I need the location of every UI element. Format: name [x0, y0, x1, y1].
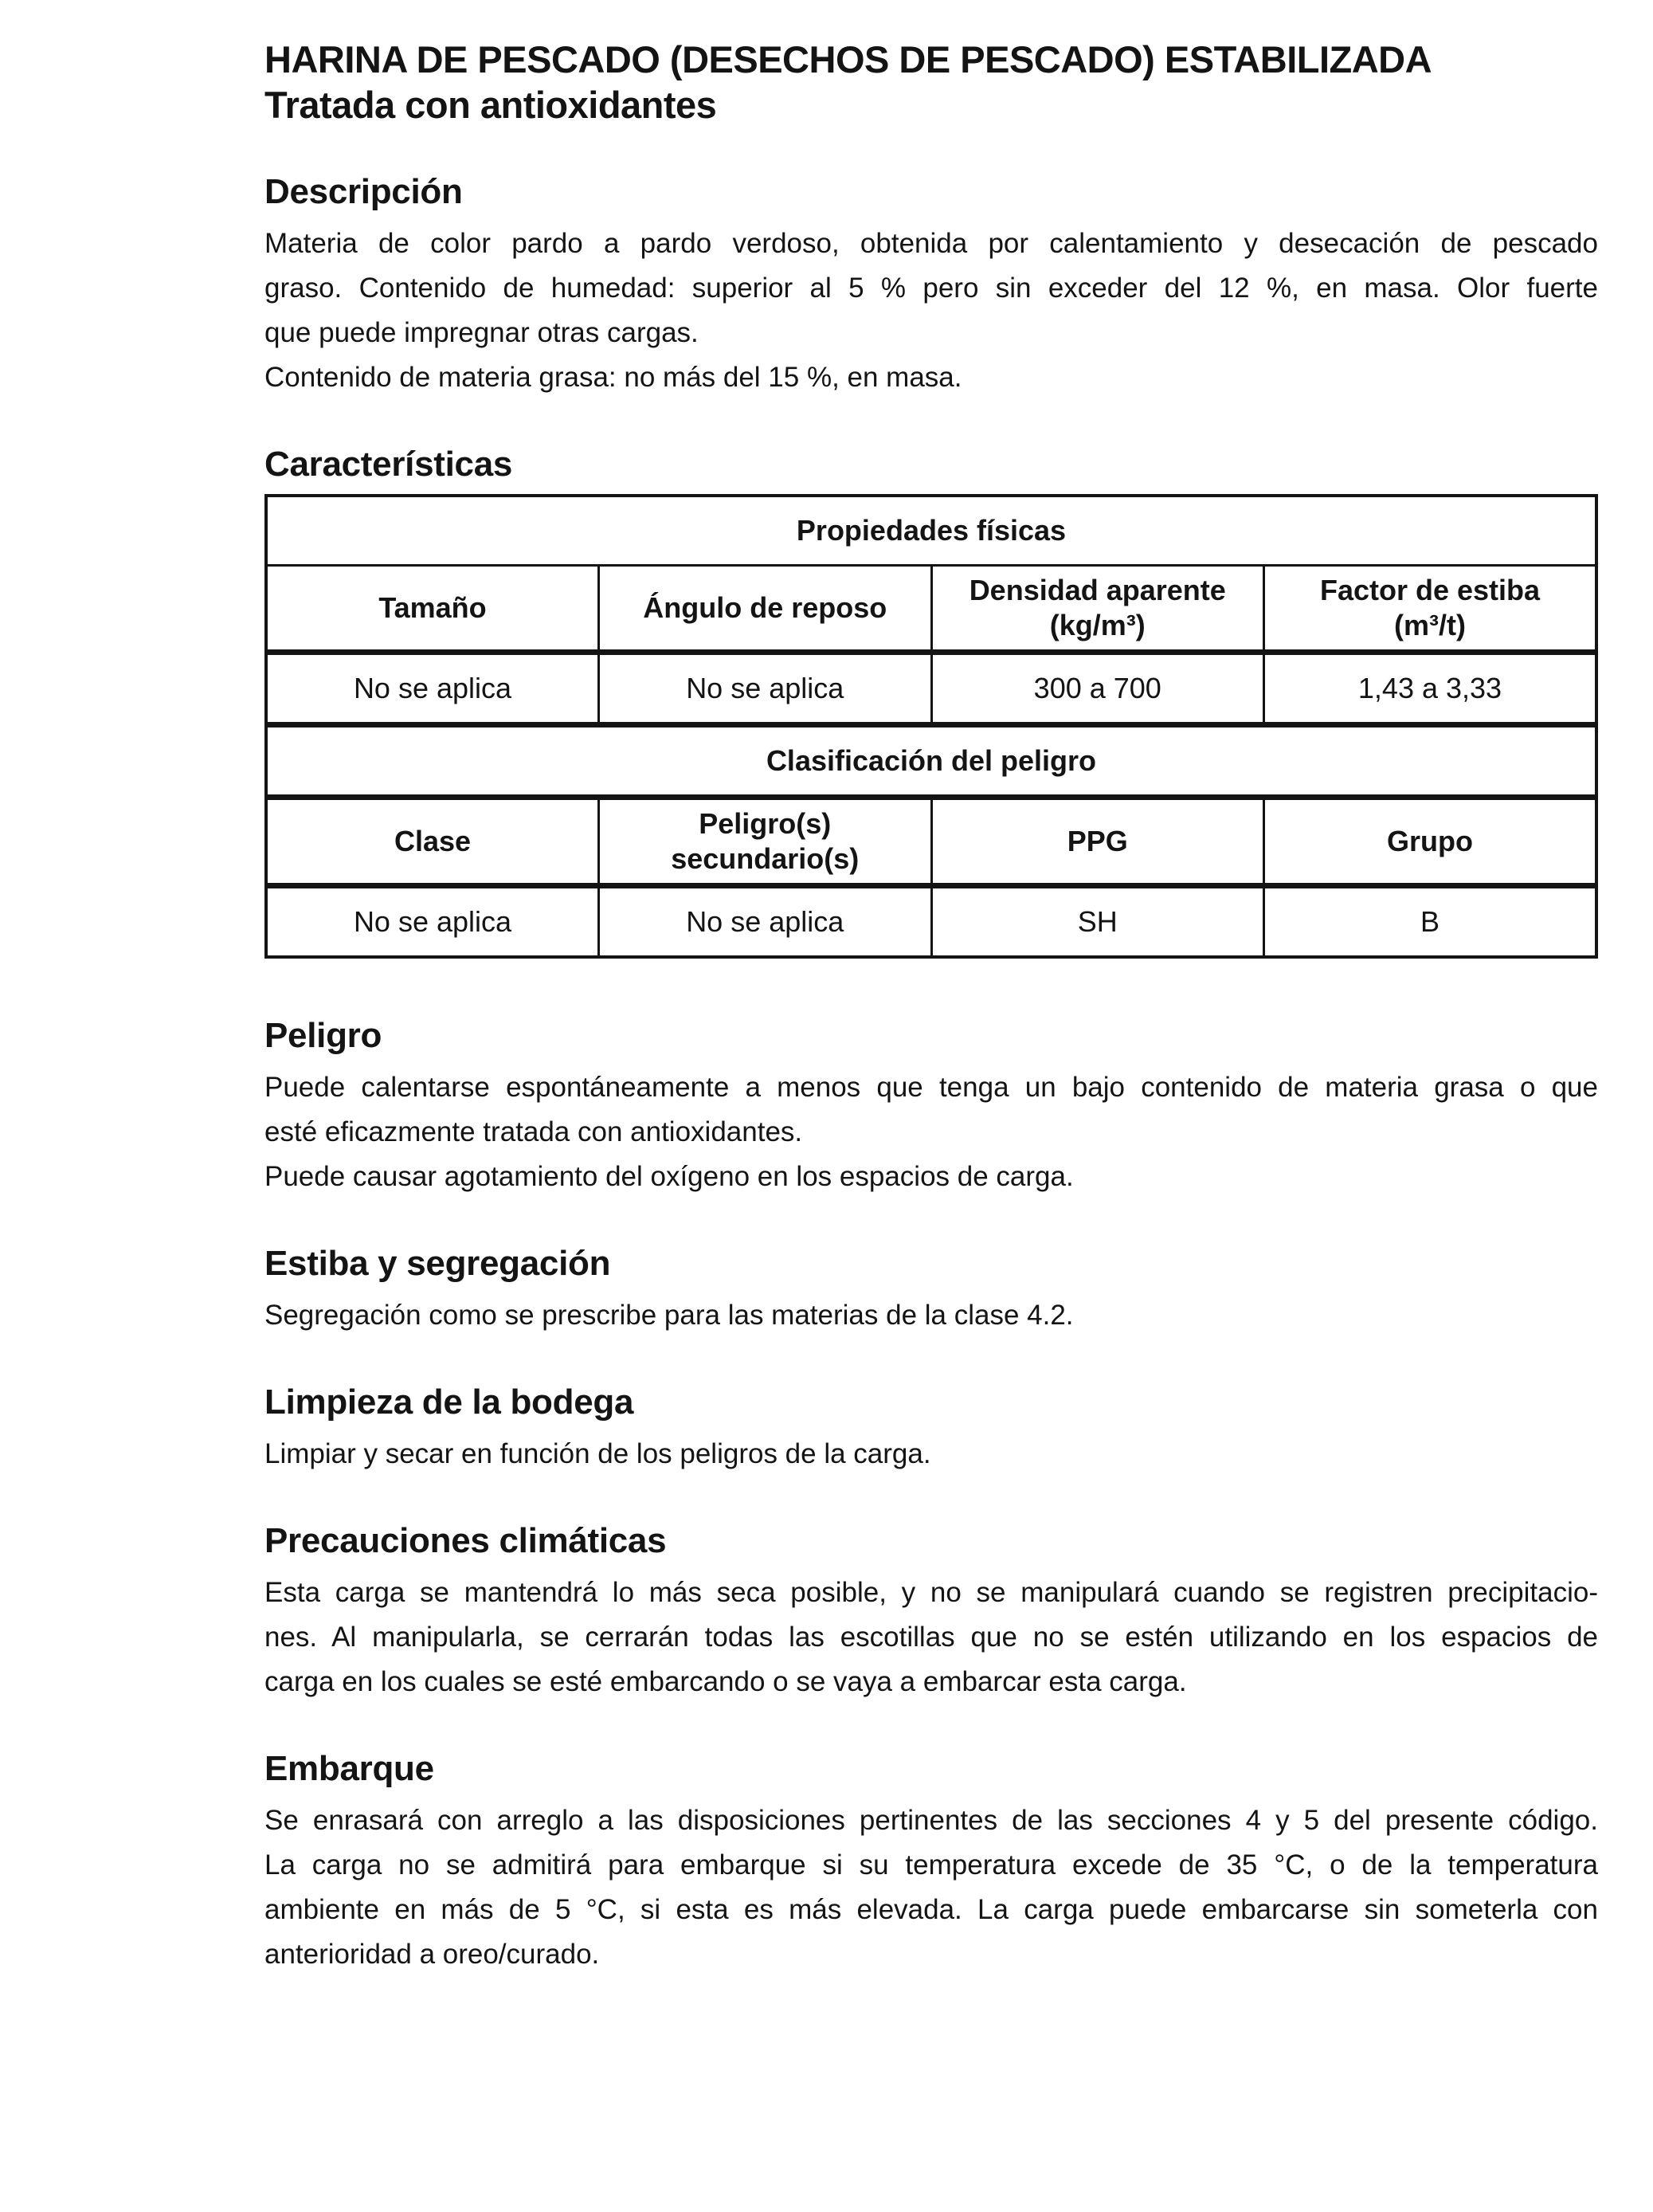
section-heading-descripcion: Descripción [264, 172, 463, 211]
table-row [266, 566, 1596, 653]
paragraph-line: graso. Contenido de humedad: superior al 5 % pero sin exceder del 12 %, en masa. Olor fuerte [264, 273, 1598, 304]
section-heading-caracteristicas: Características [264, 445, 513, 484]
paragraph-descripcion [264, 222, 1598, 400]
column-header-peligros-secundarios: Peligro(s) secundario(s) [599, 798, 932, 886]
column-header-grupo: Grupo [1264, 798, 1597, 886]
column-unit: (kg/m³) [1049, 609, 1146, 641]
table-cell-ppg-value: SH [931, 886, 1264, 958]
table-cell-clase-value: No se aplica [266, 886, 599, 958]
table-span-header-physical: Propiedades físicas [266, 496, 1596, 566]
paragraph-precauciones [264, 1571, 1598, 1704]
paragraph-limpieza [264, 1432, 1598, 1477]
column-label: Factor de estiba [1319, 574, 1541, 606]
column-label: Densidad aparente [969, 574, 1226, 606]
column-unit: (m³/t) [1394, 609, 1466, 641]
paragraph-embarque [264, 1798, 1598, 1977]
section-heading-precauciones: Precauciones climáticas [264, 1521, 667, 1560]
section-caracteristicas [264, 445, 1598, 959]
paragraph-line: Se enrasará con arreglo a las disposiciones pertinentes de las secciones 4 y 5 del presente código. [264, 1805, 1598, 1836]
page-title: HARINA DE PESCADO (DESECHOS DE PESCADO) ESTABILIZADA [264, 38, 1432, 80]
column-header-factor-de-estiba [1264, 566, 1597, 653]
section-limpieza-de-la-bodega [264, 1382, 1598, 1477]
column-label: Tamaño [378, 591, 487, 624]
paragraph-line: La carga no se admitirá para embarque si su temperatura excede de 35 °C, o de la temperatura [264, 1849, 1598, 1881]
section-heading-estiba: Estiba y segregación [264, 1244, 611, 1283]
section-precauciones-climaticas [264, 1521, 1598, 1704]
paragraph-line: Materia de color pardo a pardo verdoso, obtenida por calentamiento y desecación de pescado [264, 228, 1598, 259]
section-heading-peligro: Peligro [264, 1016, 382, 1055]
paragraph-line: Contenido de materia grasa: no más del 15 %, en masa. [264, 362, 962, 393]
section-embarque [264, 1749, 1598, 1977]
paragraph-line: ambiente en más de 5 °C, si esta es más elevada. La carga puede embarcarse sin someterla con [264, 1894, 1598, 1925]
paragraph-line: Puede calentarse espontáneamente a menos que tenga un bajo contenido de materia grasa o que [264, 1072, 1598, 1103]
section-peligro [264, 1016, 1598, 1199]
paragraph-peligro [264, 1065, 1598, 1199]
document-header [264, 37, 1598, 127]
table-cell-densidad-value: 300 a 700 [931, 653, 1264, 725]
table-row [266, 496, 1596, 566]
table-row [266, 653, 1596, 725]
table-cell-tamano-value: No se aplica [266, 653, 599, 725]
section-heading-embarque: Embarque [264, 1749, 434, 1788]
paragraph-line: nes. Al manipularla, se cerrarán todas las escotillas que no se estén utilizando en los espacios de [264, 1622, 1598, 1653]
column-header-densidad-aparente [931, 566, 1264, 653]
table-span-header-hazard: Clasificación del peligro [266, 725, 1596, 798]
paragraph-line: Limpiar y secar en función de los peligros de la carga. [264, 1438, 931, 1469]
column-header-clase: Clase [266, 798, 599, 886]
paragraph-line: esté eficazmente tratada con antioxidantes. [264, 1116, 803, 1147]
table-cell-angulo-value: No se aplica [599, 653, 932, 725]
table-row [266, 886, 1596, 958]
section-descripcion [264, 172, 1598, 400]
paragraph-line: Esta carga se mantendrá lo más seca posible, y no se manipulará cuando se registren precipitacio- [264, 1577, 1598, 1608]
table-row [266, 798, 1596, 886]
table-cell-factor-estiba-value: 1,43 a 3,33 [1264, 653, 1597, 725]
column-label: Ángulo de reposo [643, 591, 887, 624]
characteristics-table [264, 494, 1598, 959]
section-heading-limpieza: Limpieza de la bodega [264, 1382, 634, 1422]
section-estiba-y-segregacion [264, 1244, 1598, 1338]
page-subtitle: Tratada con antioxidantes [264, 84, 717, 126]
table-row [266, 725, 1596, 798]
table-cell-peligros-secundarios-value: No se aplica [599, 886, 932, 958]
column-header-angulo-de-reposo [599, 566, 932, 653]
column-header-tamano [266, 566, 599, 653]
paragraph-line: Puede causar agotamiento del oxígeno en los espacios de carga. [264, 1161, 1074, 1192]
paragraph-line: que puede impregnar otras cargas. [264, 317, 699, 348]
paragraph-line: anterioridad a oreo/curado. [264, 1939, 600, 1970]
paragraph-estiba [264, 1293, 1598, 1338]
column-header-ppg: PPG [931, 798, 1264, 886]
paragraph-line: carga en los cuales se esté embarcando o se vaya a embarcar esta carga. [264, 1666, 1187, 1697]
paragraph-line: Segregación como se prescribe para las materias de la clase 4.2. [264, 1300, 1074, 1331]
table-cell-grupo-value: B [1264, 886, 1597, 958]
